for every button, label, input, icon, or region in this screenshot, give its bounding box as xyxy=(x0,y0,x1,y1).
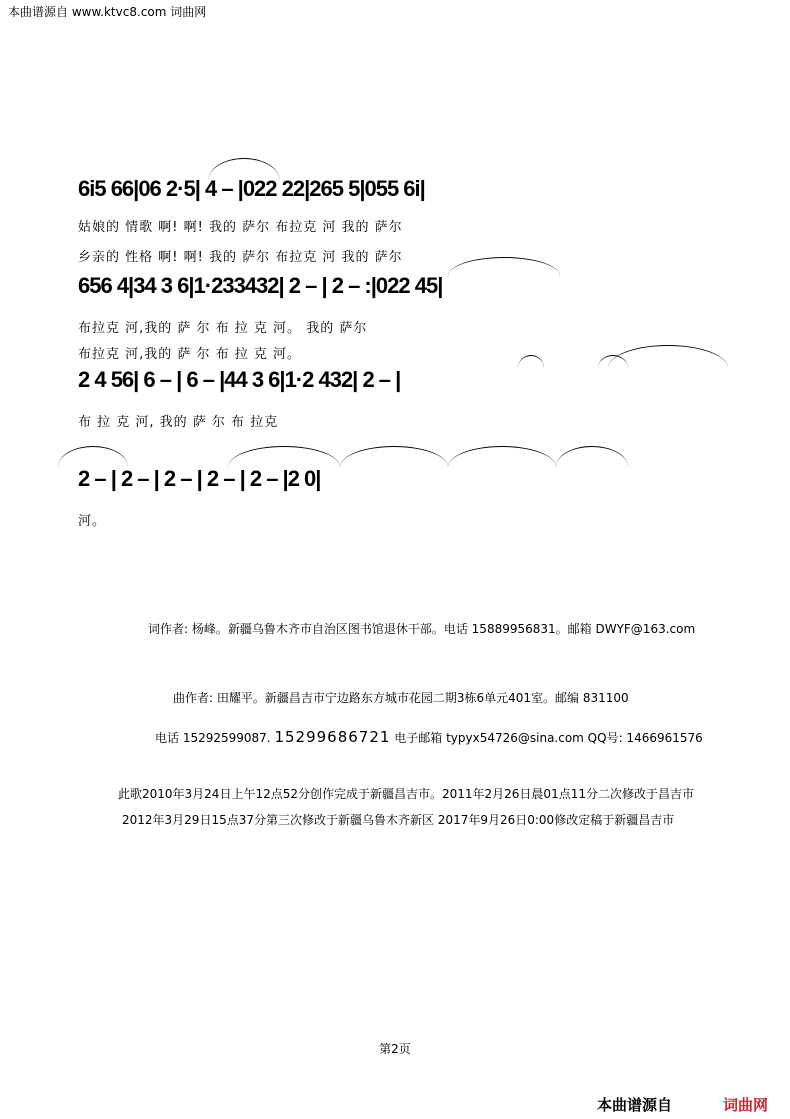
contact-info xyxy=(155,728,703,746)
contact-suffix: 电子邮箱 typyx54726@sina.com QQ号: 1466961576 xyxy=(394,731,703,745)
page-number: 第2页 xyxy=(379,1042,411,1056)
contact-phone: 15299686721 xyxy=(274,728,391,746)
notes-row-2: 656 4|34 3 6|1·233432| 2 – | 2 – :|022 45| xyxy=(78,273,443,298)
slur xyxy=(448,257,560,276)
notes-row-1: 6i5 66|06 2·5| 4 – |022 22|265 5|055 6i| xyxy=(78,176,425,201)
lyric-line-1: 布 拉 克 河, 我的 萨 尔 布 拉克 xyxy=(78,415,279,430)
lyric-line-1: 河。 xyxy=(78,514,107,529)
slur xyxy=(556,446,628,467)
notes-row-4: 2 – | 2 – | 2 – | 2 – | 2 – |2 0| xyxy=(78,466,321,491)
slur xyxy=(58,446,128,467)
history-line-2: 2012年3月29日15点37分第三次修改于新疆乌鲁木齐新区 2017年9月26日0:00修改定稿于新疆昌吉市 xyxy=(122,813,675,827)
composer-info: 曲作者: 田耀平。新疆昌吉市宁边路东方城市花园二期3栋6单元401室。邮编 831100 xyxy=(173,691,629,705)
lyric-line-2: 布拉克 河,我的 萨 尔 布 拉 克 河。 xyxy=(78,347,302,362)
score-row-4 xyxy=(78,440,728,540)
site-header: 本曲谱源自 www.ktvc8.com 词曲网 xyxy=(8,5,207,19)
footer-source: 本曲谱源自 xyxy=(596,1096,672,1114)
score-row-1 xyxy=(78,150,728,270)
footer-brand-logo: 词曲网 xyxy=(722,1096,768,1114)
slur xyxy=(608,345,728,368)
lyric-line-2: 乡亲的 性格 啊! 啊! 我的 萨尔 布拉克 河 我的 萨尔 xyxy=(78,250,403,265)
history-line-1: 此歌2010年3月24日上午12点52分创作完成于新疆昌吉市。2011年2月26日晨01点11分二次修改于昌吉市 xyxy=(118,787,694,801)
lyricist-info: 词作者: 杨峰。新疆乌鲁木齐市自治区图书馆退休干部。电话 15889956831。邮箱 DWYF@163.com xyxy=(148,622,696,636)
score-row-3 xyxy=(78,345,728,445)
slur xyxy=(228,446,340,467)
notes-row-3: 2 4 56| 6 – | 6 – |44 3 6|1·2 432| 2 – | xyxy=(78,367,401,392)
contact-prefix: 电话 15292599087. xyxy=(155,731,271,745)
lyric-line-1: 布拉克 河,我的 萨 尔 布 拉 克 河。 我的 萨尔 xyxy=(78,321,368,336)
lyric-line-1: 姑娘的 情歌 啊! 啊! 我的 萨尔 布拉克 河 我的 萨尔 xyxy=(78,220,403,235)
slur xyxy=(340,446,448,467)
slur xyxy=(518,355,544,368)
slur xyxy=(448,446,556,467)
